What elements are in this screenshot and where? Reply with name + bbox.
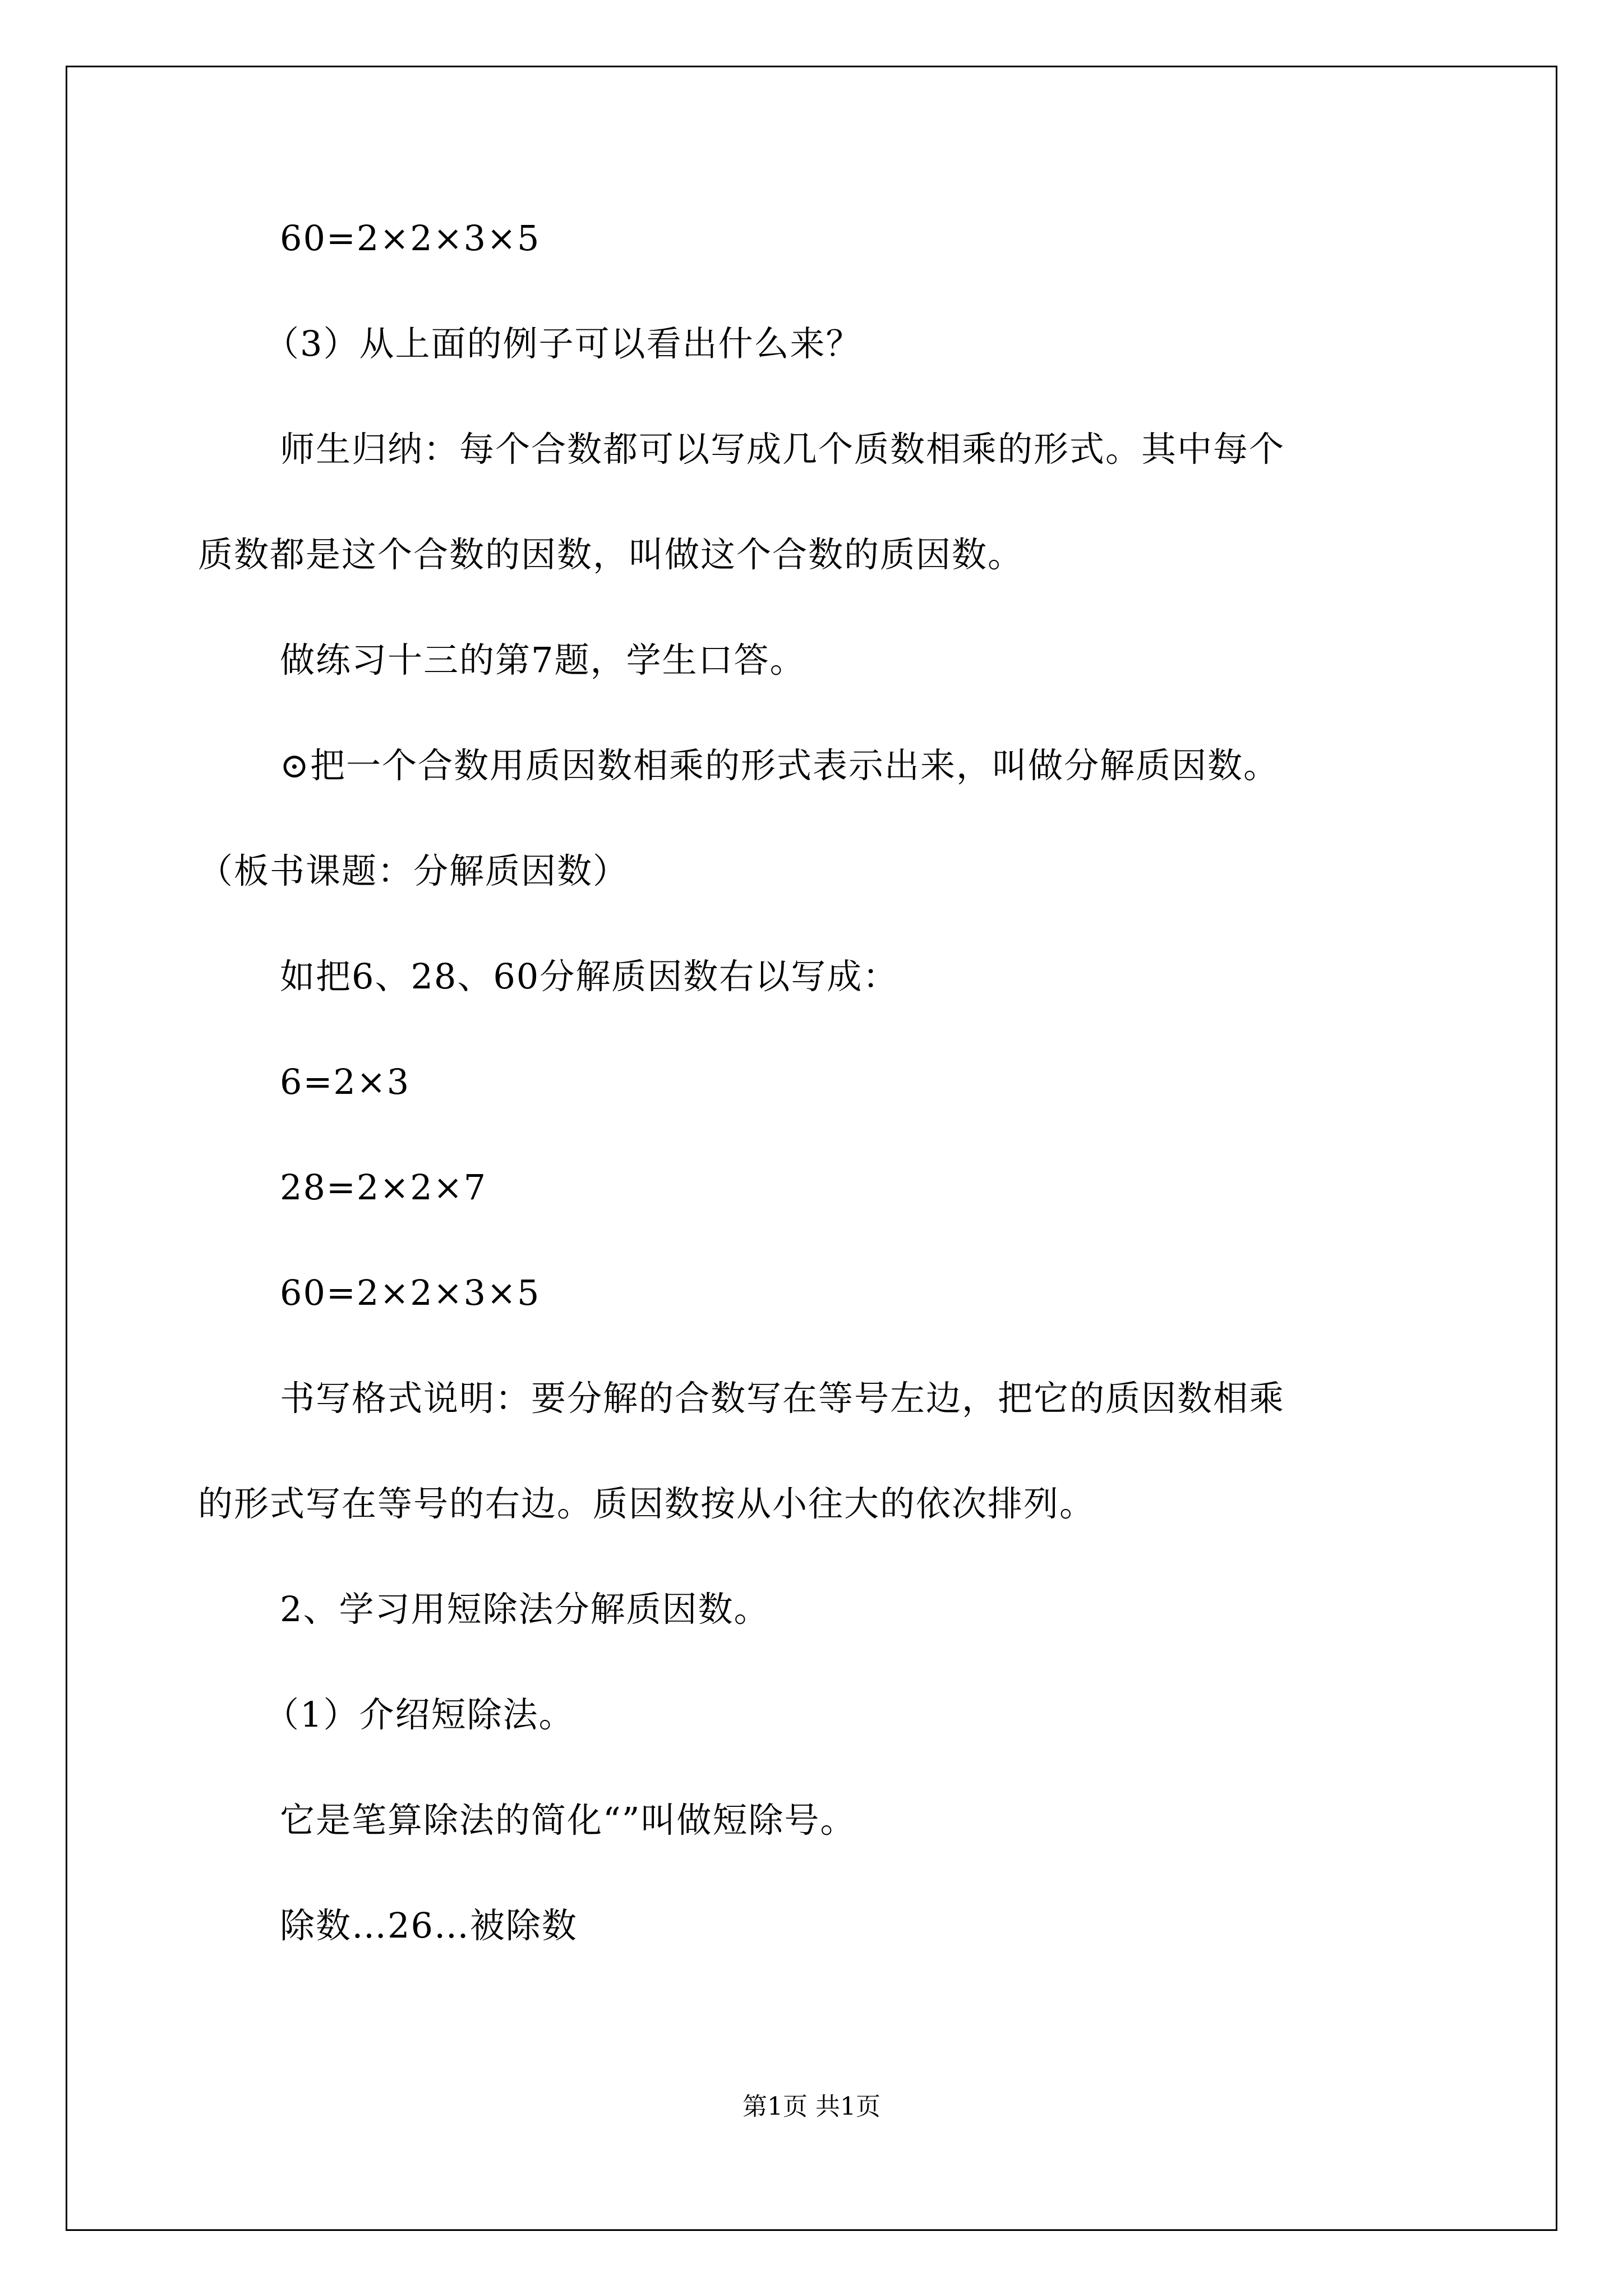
paragraph-line: 书写格式说明：要分解的合数写在等号左边，把它的质因数相乘 <box>280 1378 1285 1419</box>
board-title-line: （板书课题：分解质因数） <box>198 850 629 891</box>
subsection-heading: （1）介绍短除法。 <box>264 1694 575 1735</box>
paragraph-line: 做练习十三的第7题，学生口答。 <box>280 639 806 680</box>
equation-line: 60=2×2×3×5 <box>280 218 541 259</box>
paragraph-line: 的形式写在等号的右边。质因数按从小往大的依次排列。 <box>198 1483 1096 1524</box>
equation-line: 60=2×2×3×5 <box>280 1272 541 1313</box>
paragraph-line: 质数都是这个合数的因数，叫做这个合数的质因数。 <box>198 534 1024 575</box>
document-body <box>198 216 1437 2009</box>
question-line: （3）从上面的例子可以看出什么来？ <box>264 323 862 364</box>
paragraph-line: 师生归纳：每个合数都可以写成几个质数相乘的形式。其中每个 <box>280 429 1285 470</box>
equation-line: 28=2×2×7 <box>280 1167 487 1208</box>
section-heading: 2、学习用短除法分解质因数。 <box>280 1589 770 1630</box>
paragraph-line: 除数…26…被除数 <box>280 1905 578 1946</box>
definition-line: ⊙把一个合数用质因数相乘的形式表示出来，叫做分解质因数。 <box>280 745 1279 786</box>
equation-line: 6=2×3 <box>280 1061 411 1102</box>
paragraph-line: 如把6、28、60分解质因数右以写成： <box>280 956 899 997</box>
paragraph-line: 它是笔算除法的简化“”叫做短除号。 <box>280 1800 856 1841</box>
page-number-footer: 第1页 共1页 <box>743 2092 880 2121</box>
